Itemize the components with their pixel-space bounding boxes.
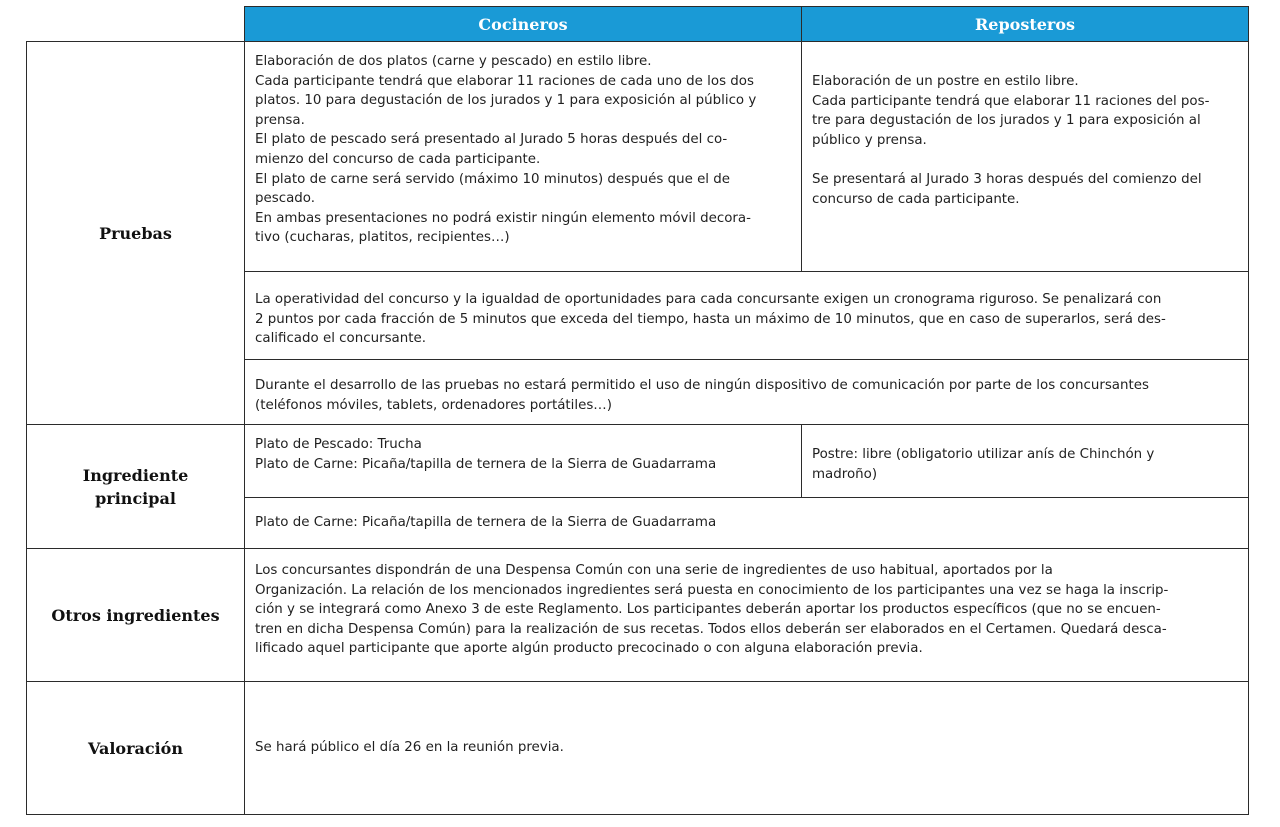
divider-row-ingrediente <box>26 424 1249 425</box>
row-label-valoracion <box>27 682 244 814</box>
divider-label-column <box>244 6 245 815</box>
pruebas-reposteros-text: Elaboración de un postre en estilo libre. Cada participante tendrá que elaborar 11 raciones del pos- tre para degustación de los jurados y 1 para exposición al público y prensa. Se presentará al Jurado 3 horas después del comienzo del concurso de cada participante. <box>812 74 1210 207</box>
table-border-top-header <box>244 6 1249 7</box>
divider-mid-column-pruebas <box>801 41 802 272</box>
header-reposteros-label: Reposteros <box>974 14 1076 34</box>
pruebas-cocineros-text: Elaboración de dos platos (carne y pescado) en estilo libre. Cada participante tendrá que elaborar 11 raciones de cada uno de los dos platos. 10 para degustación de los jurados y 1 para exposición al público y prensa. El plato de pescado será presentado al Jurado 5 horas después del co- mienzo del concurso de cada participante. El plato de carne será servido (máximo 10 minutos) después que el de pescado. En ambas presentaciones no podrá existir ningún elemento móvil decora- tivo (cucharas, platitos, recipientes…) <box>255 54 757 246</box>
ingrediente-full-text <box>245 498 1248 548</box>
table-border-top-labels <box>26 41 1249 42</box>
divider-mid-column-ingrediente <box>801 424 802 498</box>
row-label-otros <box>27 548 244 682</box>
divider-mid-column-header <box>801 6 802 42</box>
table-border-bottom <box>26 814 1249 815</box>
header-cocineros <box>245 7 801 41</box>
ingrediente-cocineros-text: Plato de Pescado: Trucha Plato de Carne: Picaña/tapilla de ternera de la Sierra de Guadarrama <box>255 437 717 472</box>
divider-ingrediente-inner <box>244 497 1249 498</box>
otros-text: Los concursantes dispondrán de una Despensa Común con una serie de ingredientes de uso habitual, aportados por la Organización. La relación de los mencionados ingredientes será puesta en conocimiento de los participantes una vez se haga la inscrip- ción y se integrará como Anexo 3 de este Reglamento. Los participantes deberán aportar los productos específicos (que no se encuen- tren en dicha Despensa Común) para la realización de sus recetas. Todos ellos deberán ser elaborados en el Certamen. Quedará desca- lificado aquel participante que aporte algún producto precocinado o con alguna elaboración previa. <box>255 563 1169 657</box>
divider-row-otros <box>26 548 1249 549</box>
valoracion-text <box>245 682 1248 814</box>
pruebas-operatividad-text: La operatividad del concurso y la igualdad de oportunidades para cada concursante exigen un cronograma riguroso. Se penalizará con 2 puntos por cada fracción de 5 minutos que exceda del tiempo, hasta un máximo de 10 minutos, que en caso de superarlos, será des- calificado el concursante. <box>255 292 1166 347</box>
row-label-otros-text: Otros ingredientes <box>51 605 220 625</box>
row-label-ingrediente <box>27 425 244 548</box>
row-label-ingrediente-text: Ingrediente principal <box>82 465 189 508</box>
table-border-right <box>1248 6 1249 815</box>
header-reposteros <box>802 7 1248 41</box>
header-cocineros-label: Cocineros <box>478 14 568 34</box>
ingrediente-full-span: Plato de Carne: Picaña/tapilla de ternera de la Sierra de Guadarrama <box>255 515 717 531</box>
valoracion-span: Se hará público el día 26 en la reunión previa. <box>255 740 564 756</box>
row-label-pruebas-text: Pruebas <box>99 224 172 243</box>
divider-pruebas-inner-1 <box>244 271 1249 272</box>
ingrediente-reposteros-text: Postre: libre (obligatorio utilizar anís de Chinchón y madroño) <box>812 447 1155 482</box>
table-border-left <box>26 41 27 815</box>
pruebas-dispositivos-text: Durante el desarrollo de las pruebas no estará permitido el uso de ningún dispositivo de comunicación por parte de los concursantes (teléfonos móviles, tablets, ordenadores portátiles…) <box>255 378 1149 413</box>
divider-pruebas-inner-2 <box>244 359 1249 360</box>
row-label-pruebas <box>27 42 244 425</box>
row-label-valoracion-text: Valoración <box>88 738 183 758</box>
divider-row-valoracion <box>26 681 1249 682</box>
